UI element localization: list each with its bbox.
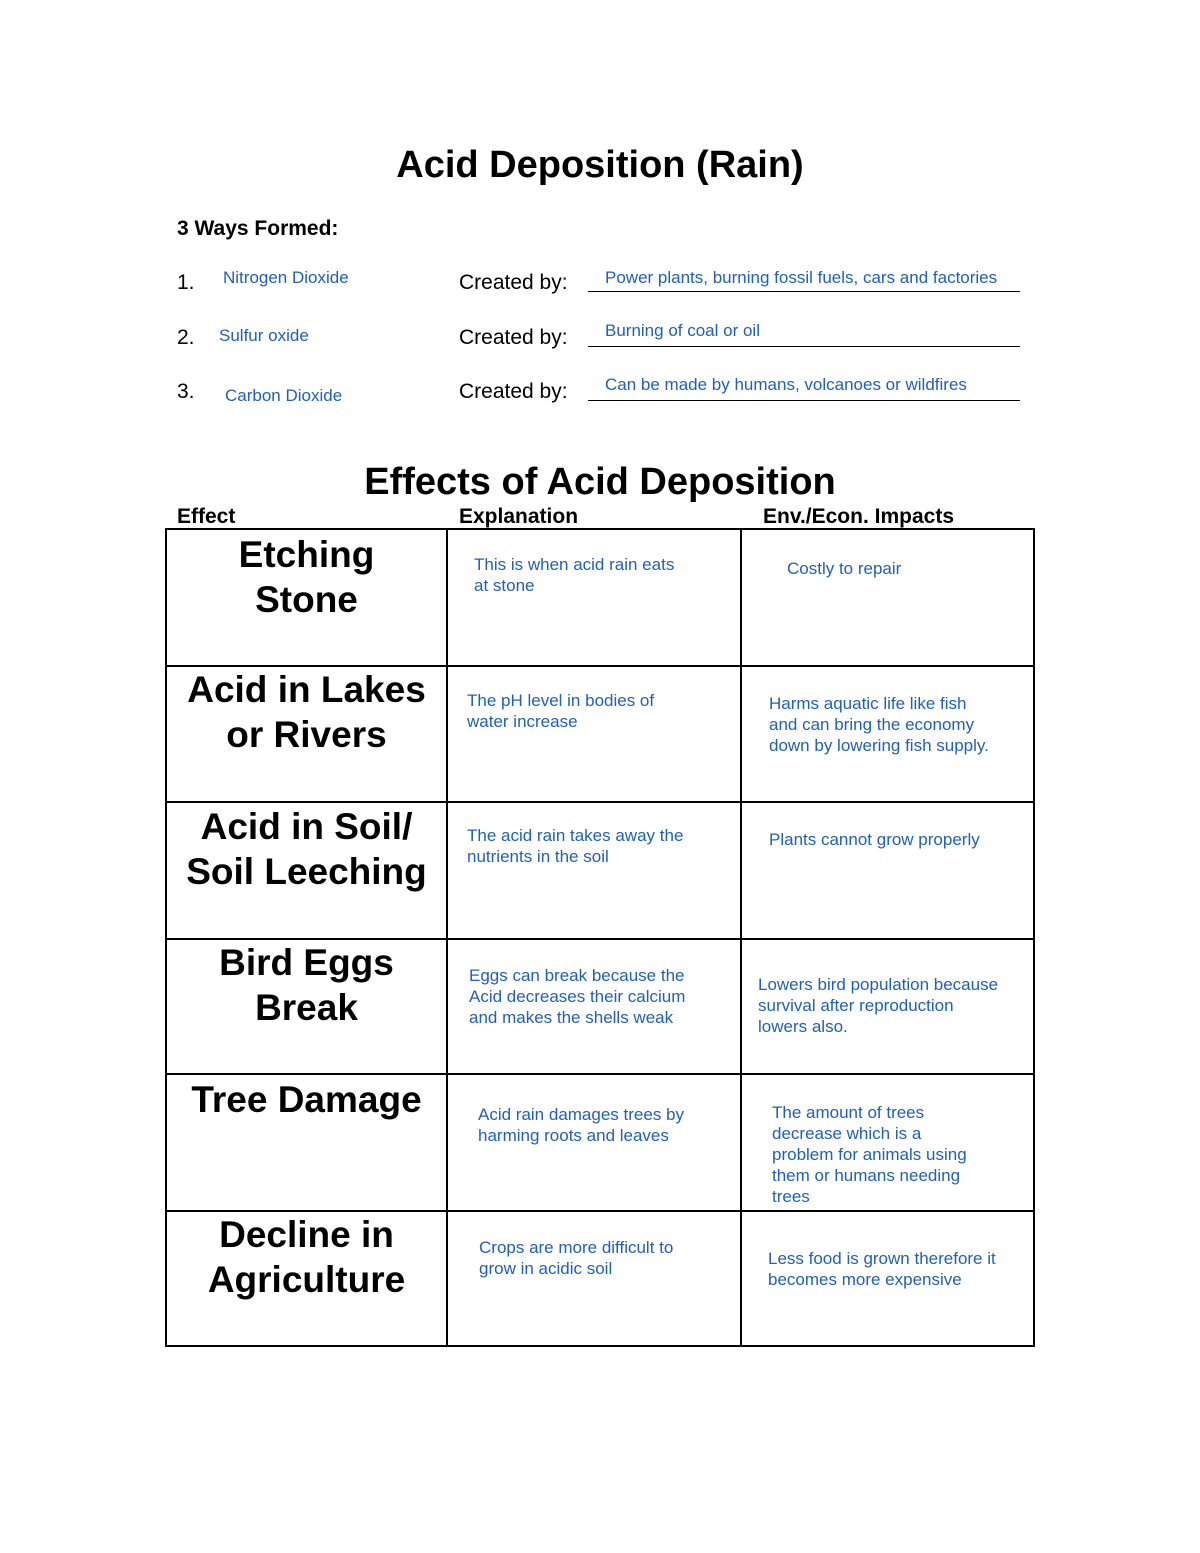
impact-cell bbox=[772, 1102, 967, 1207]
impact-line: and can bring the economy bbox=[769, 715, 975, 734]
impact-line: Costly to repair bbox=[787, 559, 902, 578]
effect-cell bbox=[167, 940, 446, 1030]
effect-line: Decline in bbox=[219, 1214, 394, 1255]
way-name: Carbon Dioxide bbox=[225, 386, 343, 405]
explanation-line: water increase bbox=[467, 712, 578, 731]
impact-line: Plants cannot grow properly bbox=[769, 830, 980, 849]
explanation-cell bbox=[474, 554, 674, 596]
explanation-cell bbox=[467, 690, 654, 732]
impact-line: them or humans needing bbox=[772, 1166, 961, 1185]
explanation-line: The acid rain takes away the bbox=[467, 826, 684, 845]
impact-line: Less food is grown therefore it bbox=[768, 1249, 996, 1268]
column-header-impacts: Env./Econ. Impacts bbox=[763, 505, 954, 528]
impact-line: Harms aquatic life like fish bbox=[769, 694, 967, 713]
created-by-value: Can be made by humans, volcanoes or wildfires bbox=[605, 375, 967, 394]
effect-line: Stone bbox=[255, 579, 358, 620]
impact-line: becomes more expensive bbox=[768, 1270, 962, 1289]
effect-line: Break bbox=[255, 987, 358, 1028]
impact-line: The amount of trees bbox=[772, 1103, 925, 1122]
created-by-label: Created by: bbox=[459, 271, 568, 294]
explanation-cell bbox=[479, 1237, 673, 1279]
impact-line: down by lowering fish supply. bbox=[769, 736, 989, 755]
created-by-value: Power plants, burning fossil fuels, cars and factories bbox=[605, 268, 998, 287]
explanation-cell bbox=[467, 825, 683, 867]
impact-line: decrease which is a bbox=[772, 1124, 922, 1143]
answer-line bbox=[588, 400, 1020, 401]
impact-line: lowers also. bbox=[758, 1017, 848, 1036]
explanation-line: at stone bbox=[474, 576, 535, 595]
column-header-explanation: Explanation bbox=[459, 505, 579, 528]
effect-cell bbox=[167, 1212, 446, 1302]
effect-cell bbox=[167, 667, 446, 757]
explanation-line: nutrients in the soil bbox=[467, 847, 609, 866]
effect-line: Acid in Lakes bbox=[187, 669, 426, 710]
effect-line: Agriculture bbox=[207, 1259, 406, 1300]
way-name: Sulfur oxide bbox=[219, 326, 309, 345]
explanation-line: The pH level in bodies of bbox=[467, 691, 655, 710]
impact-cell bbox=[768, 1248, 996, 1290]
explanation-line: This is when acid rain eats bbox=[474, 555, 675, 574]
way-number: 3. bbox=[177, 380, 195, 403]
impact-line: trees bbox=[772, 1187, 810, 1206]
effect-line: or Rivers bbox=[226, 714, 387, 755]
effect-line: Acid in Soil/ bbox=[200, 806, 413, 847]
effect-cell bbox=[167, 1077, 446, 1122]
ways-heading: 3 Ways Formed: bbox=[177, 217, 339, 240]
created-by-label: Created by: bbox=[459, 326, 568, 349]
table-divider bbox=[165, 801, 1035, 803]
effect-line: Soil Leeching bbox=[186, 851, 427, 892]
impact-cell bbox=[787, 558, 901, 579]
explanation-cell bbox=[469, 965, 685, 1028]
impact-cell bbox=[769, 829, 980, 850]
created-by-label: Created by: bbox=[459, 380, 568, 403]
impact-line: Lowers bird population because bbox=[758, 975, 999, 994]
explanation-line: Acid decreases their calcium bbox=[469, 987, 686, 1006]
answer-line bbox=[588, 291, 1020, 292]
impact-line: problem for animals using bbox=[772, 1145, 967, 1164]
page-title: Acid Deposition (Rain) bbox=[396, 144, 804, 186]
created-by-value: Burning of coal or oil bbox=[605, 321, 760, 340]
effect-line: Bird Eggs bbox=[219, 942, 394, 983]
table-divider bbox=[165, 1073, 1035, 1075]
way-number: 2. bbox=[177, 326, 195, 349]
effects-title: Effects of Acid Deposition bbox=[364, 461, 836, 503]
effect-line: Etching bbox=[238, 534, 375, 575]
explanation-line: grow in acidic soil bbox=[479, 1259, 613, 1278]
explanation-line: Crops are more difficult to bbox=[479, 1238, 674, 1257]
effect-line: Tree Damage bbox=[191, 1079, 422, 1120]
way-number: 1. bbox=[177, 271, 195, 294]
way-name: Nitrogen Dioxide bbox=[223, 268, 349, 287]
effect-cell bbox=[167, 532, 446, 622]
column-header-effect: Effect bbox=[177, 505, 236, 528]
answer-line bbox=[588, 346, 1020, 347]
impact-cell bbox=[758, 974, 998, 1037]
explanation-line: Acid rain damages trees by bbox=[478, 1105, 684, 1124]
explanation-cell bbox=[478, 1104, 684, 1146]
impact-line: survival after reproduction bbox=[758, 996, 954, 1015]
explanation-line: Eggs can break because the bbox=[469, 966, 685, 985]
explanation-line: harming roots and leaves bbox=[478, 1126, 669, 1145]
impact-cell bbox=[769, 693, 989, 756]
effect-cell bbox=[167, 804, 446, 894]
explanation-line: and makes the shells weak bbox=[469, 1008, 674, 1027]
